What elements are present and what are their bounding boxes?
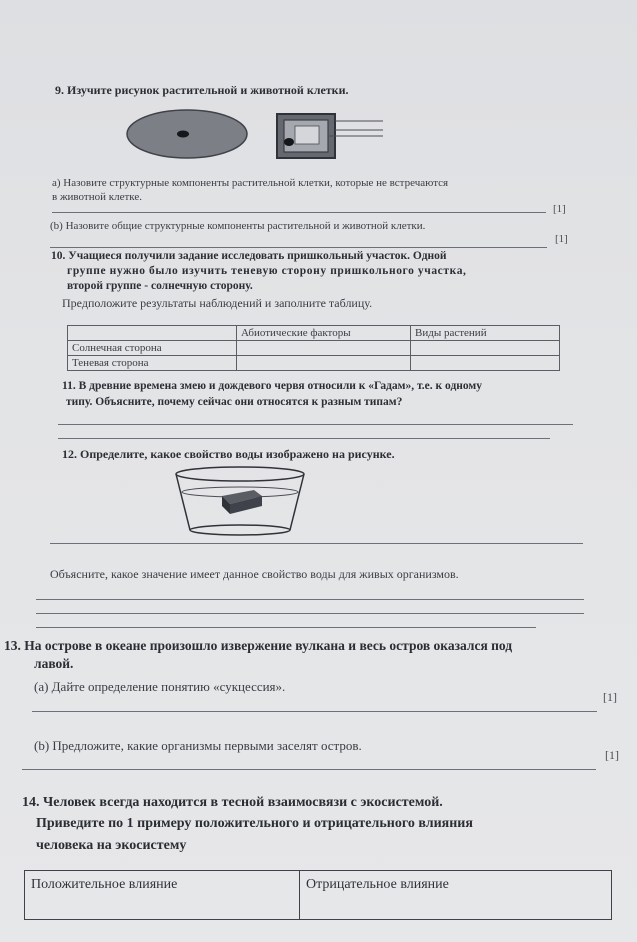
q9b-text: (b) Назовите общие структурные компоненты растительной и животной клетки.	[50, 220, 426, 232]
q11-line1: 11. В древние времена змею и дождевого червя относили к «Гадам», т.е. к одному	[62, 380, 483, 392]
q9b-answer-line[interactable]	[50, 247, 547, 248]
ice-cube	[222, 490, 262, 514]
q13a-text: (а) Дайте определение понятию «сукцессия».	[34, 679, 286, 694]
animal-cell	[127, 110, 247, 158]
table-row	[68, 356, 560, 371]
table-header-plants: Виды растений	[411, 326, 560, 341]
q13b-mark: [1]	[605, 748, 619, 762]
negative-influence-cell[interactable]: Отрицательное влияние	[300, 871, 612, 920]
q10-line2: группе нужно было изучить теневую сторону пришкольного участка,	[67, 265, 467, 277]
cell-sunny-plants[interactable]	[411, 341, 560, 356]
positive-influence-cell[interactable]: Положительное влияние	[25, 871, 300, 920]
q13-line2: лавой.	[34, 656, 74, 671]
q9a-mark: [1]	[553, 203, 566, 215]
q13a-mark: [1]	[603, 690, 617, 704]
table-row	[68, 326, 560, 341]
q11-line2: типу. Объясните, почему сейчас они относятся к разным типам?	[66, 396, 403, 408]
q13b-answer-line[interactable]	[22, 769, 596, 770]
q9b-mark: [1]	[555, 233, 568, 245]
q12-explain-line-3[interactable]	[36, 627, 536, 628]
cells-figure	[125, 108, 385, 170]
table-header-abiotic: Абиотические факторы	[237, 326, 411, 341]
table-row	[25, 871, 612, 920]
q9-title: 9. Изучите рисунок растительной и животной клетки.	[55, 83, 349, 97]
q10-table	[67, 325, 560, 371]
q14-line3: человека на экосистему	[36, 838, 187, 853]
plant-cell	[277, 114, 383, 158]
q12-explain-line-1[interactable]	[36, 599, 584, 600]
q12-title: 12. Определите, какое свойство воды изображено на рисунке.	[62, 447, 395, 461]
water-glass-figure	[170, 462, 320, 544]
q12-explain: Объясните, какое значение имеет данное свойство воды для живых организмов.	[50, 567, 459, 581]
q9a-line1: а) Назовите структурные компоненты растительной клетки, которые не встречаются	[52, 177, 449, 189]
row-label-shady: Теневая сторона	[68, 356, 237, 371]
q10-line1: 10. Учащиеся получили задание исследовать пришкольный участок. Одной	[51, 250, 447, 262]
row-label-sunny: Солнечная сторона	[68, 341, 237, 356]
cell-shady-abiotic[interactable]	[237, 356, 411, 371]
q13-line1: 13. На острове в океане произошло извержение вулкана и весь остров оказался под	[4, 638, 513, 653]
q12-explain-line-2[interactable]	[36, 613, 584, 614]
q12-answer-line[interactable]	[50, 543, 583, 544]
table-row	[68, 341, 560, 356]
q11-answer-line-2[interactable]	[58, 438, 550, 439]
q11-answer-line-1[interactable]	[58, 424, 573, 425]
q9a-answer-line[interactable]	[52, 212, 546, 213]
q13a-answer-line[interactable]	[32, 711, 597, 712]
cell-sunny-abiotic[interactable]	[237, 341, 411, 356]
q10-line3: второй группе - солнечную сторону.	[67, 280, 253, 292]
q14-line2: Приведите по 1 примеру положительного и отрицательного влияния	[36, 816, 473, 831]
q10-instruction: Предположите результаты наблюдений и заполните таблицу.	[62, 296, 373, 310]
q14-table	[24, 870, 612, 920]
table-header-empty	[68, 326, 237, 341]
q9a-line2: в животной клетке.	[52, 191, 142, 203]
q14-line1: 14. Человек всегда находится в тесной взаимосвязи с экосистемой.	[22, 795, 443, 810]
q13b-text: (b) Предложите, какие организмы первыми заселят остров.	[34, 738, 362, 753]
cell-shady-plants[interactable]	[411, 356, 560, 371]
